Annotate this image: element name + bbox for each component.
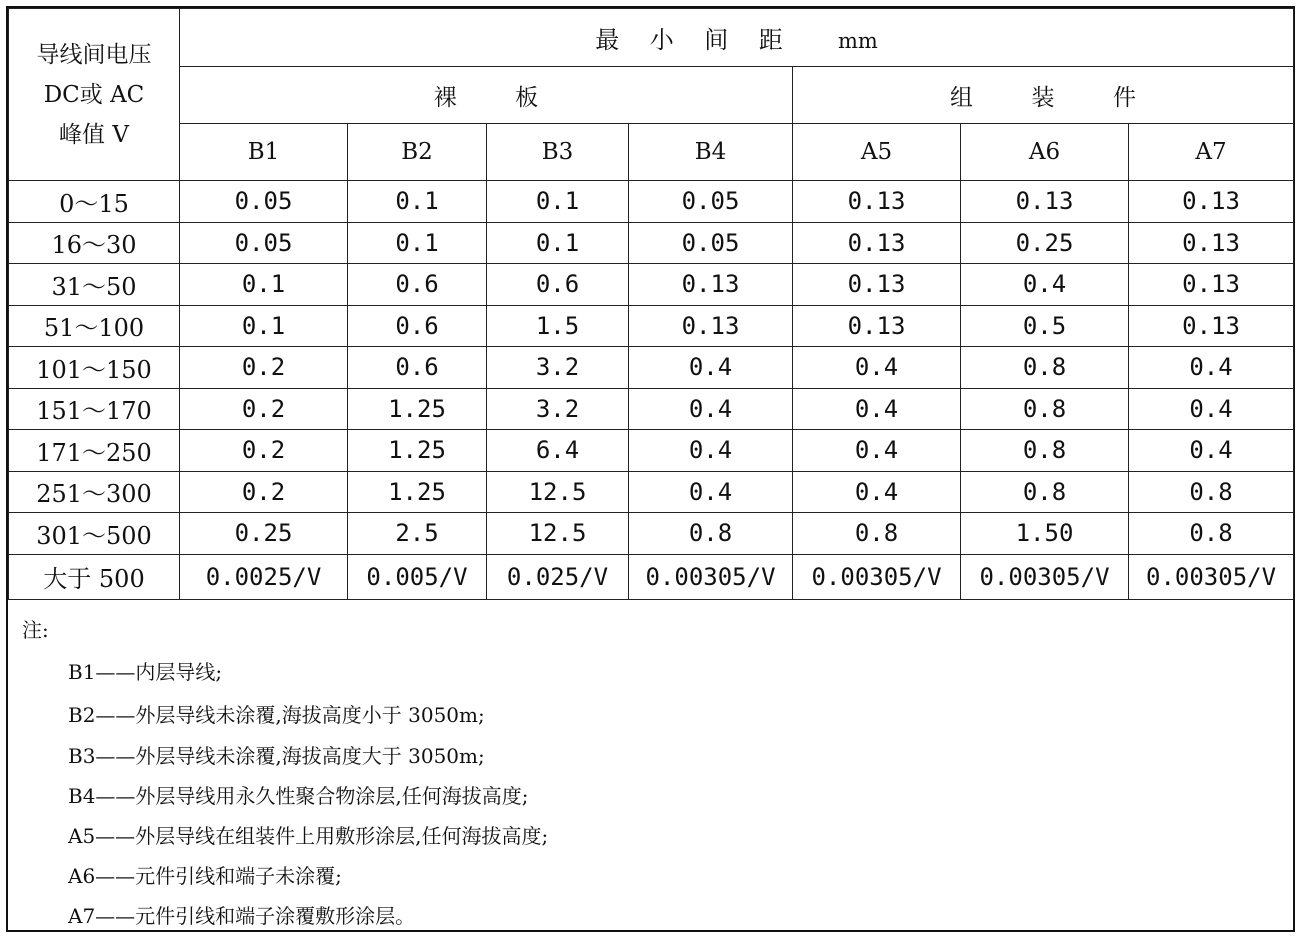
voltage-range-cell: 0～15: [9, 181, 180, 223]
code-a6: A6: [961, 124, 1129, 181]
spacing-value-cell: 0.00305/V: [1129, 554, 1294, 599]
spacing-value-cell: 0.4: [629, 471, 793, 513]
spacing-value-cell: 1.5: [487, 305, 629, 347]
code-a7: A7: [1129, 124, 1294, 181]
spacing-value-cell: 0.025/V: [487, 554, 629, 599]
spacing-value-cell: 0.8: [961, 347, 1129, 389]
spacing-value-cell: 0.6: [348, 264, 487, 306]
code-b2: B2: [348, 124, 487, 181]
unit-label: mm: [838, 29, 878, 53]
spacing-value-cell: 0.13: [629, 305, 793, 347]
spacing-value-cell: 0.6: [348, 305, 487, 347]
spacing-value-cell: 0.13: [793, 264, 961, 306]
spacing-value-cell: 3.2: [487, 347, 629, 389]
table-row: [9, 471, 1294, 513]
spacing-value-cell: 0.4: [1129, 347, 1294, 389]
table-row: [9, 305, 1294, 347]
spacing-value-cell: 0.6: [348, 347, 487, 389]
voltage-range-cell: 301～500: [9, 513, 180, 555]
table-row: [9, 388, 1294, 430]
spacing-value-cell: 0.4: [629, 388, 793, 430]
spacing-value-cell: 0.00305/V: [793, 554, 961, 599]
spacing-value-cell: 0.13: [1129, 305, 1294, 347]
spacing-value-cell: 0.2: [180, 430, 348, 472]
spacing-value-cell: 0.4: [1129, 388, 1294, 430]
spacing-value-cell: 0.4: [629, 347, 793, 389]
spacing-value-cell: 1.25: [348, 471, 487, 513]
voltage-range-cell: 171～250: [9, 430, 180, 472]
spacing-value-cell: 0.2: [180, 471, 348, 513]
voltage-range-cell: 大于 500: [9, 554, 180, 599]
spacing-value-cell: 0.13: [793, 305, 961, 347]
spacing-value-cell: 0.25: [180, 513, 348, 555]
voltage-range-cell: 51～100: [9, 305, 180, 347]
spacing-value-cell: 0.05: [629, 181, 793, 223]
spacing-value-cell: 0.05: [180, 181, 348, 223]
spacing-value-cell: 0.1: [487, 222, 629, 264]
code-a5: A5: [793, 124, 961, 181]
code-b3: B3: [487, 124, 629, 181]
spacing-value-cell: 0.005/V: [348, 554, 487, 599]
table-row: [9, 513, 1294, 555]
voltage-header-line-1: 导线间电压: [36, 41, 152, 68]
spacing-value-cell: 0.13: [961, 181, 1129, 223]
spacing-value-cell: 0.0025/V: [180, 554, 348, 599]
spacing-value-cell: 0.8: [961, 430, 1129, 472]
spacing-value-cell: 0.4: [793, 388, 961, 430]
spacing-value-cell: 0.13: [793, 181, 961, 223]
spacing-value-cell: 0.1: [348, 181, 487, 223]
note-item-b1: B1——内层导线;: [68, 660, 223, 684]
assembly-header: 组 装 件: [793, 67, 1294, 124]
spacing-value-cell: 0.8: [961, 388, 1129, 430]
min-spacing-header: [180, 9, 1294, 67]
voltage-range-cell: 16～30: [9, 222, 180, 264]
table-row: [9, 554, 1294, 599]
spacing-value-cell: 12.5: [487, 471, 629, 513]
spacing-value-cell: 0.2: [180, 347, 348, 389]
bare-board-header: 裸 板: [180, 67, 793, 124]
table-row: [9, 264, 1294, 306]
spacing-value-cell: 0.4: [1129, 430, 1294, 472]
voltage-range-cell: 151～170: [9, 388, 180, 430]
notes-label: 注:: [22, 618, 49, 642]
spacing-value-cell: 0.05: [180, 222, 348, 264]
spacing-value-cell: 1.25: [348, 388, 487, 430]
spacing-value-cell: 0.8: [629, 513, 793, 555]
voltage-range-cell: 31～50: [9, 264, 180, 306]
note-item-b4: B4——外层导线用永久性聚合物涂层,任何海拔高度;: [68, 784, 529, 808]
spacing-value-cell: 3.2: [487, 388, 629, 430]
spacing-value-cell: 0.00305/V: [961, 554, 1129, 599]
note-item-a7: A7——元件引线和端子涂覆敷形涂层。: [68, 904, 416, 928]
code-b1: B1: [180, 124, 348, 181]
table-row: [9, 347, 1294, 389]
spacing-value-cell: 0.13: [1129, 222, 1294, 264]
note-item-b2: B2——外层导线未涂覆,海拔高度小于 3050m;: [68, 703, 485, 727]
spacing-value-cell: 0.6: [487, 264, 629, 306]
min-spacing-title: 最 小 间 距: [595, 26, 783, 54]
spacing-value-cell: 0.25: [961, 222, 1129, 264]
spacing-value-cell: 0.8: [961, 471, 1129, 513]
spacing-value-cell: 0.1: [487, 181, 629, 223]
spacing-value-cell: 0.4: [961, 264, 1129, 306]
spacing-value-cell: 0.1: [348, 222, 487, 264]
spacing-value-cell: 0.1: [180, 264, 348, 306]
voltage-range-cell: 101～150: [9, 347, 180, 389]
spacing-value-cell: 2.5: [348, 513, 487, 555]
spacing-value-cell: 6.4: [487, 430, 629, 472]
table-row: [9, 181, 1294, 223]
table-row: [9, 430, 1294, 472]
spacing-value-cell: 0.2: [180, 388, 348, 430]
voltage-header: [9, 9, 180, 181]
spacing-value-cell: 12.5: [487, 513, 629, 555]
code-b4: B4: [629, 124, 793, 181]
spacing-value-cell: 0.13: [1129, 181, 1294, 223]
spacing-value-cell: 0.4: [793, 347, 961, 389]
note-item-a6: A6——元件引线和端子未涂覆;: [68, 864, 342, 888]
voltage-header-line-2: DC或 AC: [43, 81, 145, 108]
spacing-value-cell: 0.8: [793, 513, 961, 555]
spacing-value-cell: 0.00305/V: [629, 554, 793, 599]
spacing-value-cell: 0.4: [793, 430, 961, 472]
spacing-value-cell: 0.05: [629, 222, 793, 264]
spacing-value-cell: 0.13: [1129, 264, 1294, 306]
voltage-header-line-3: 峰值 V: [59, 121, 129, 148]
spacing-value-cell: 0.13: [793, 222, 961, 264]
document-sheet: [6, 6, 1295, 932]
spacing-value-cell: 0.4: [629, 430, 793, 472]
voltage-range-cell: 251～300: [9, 471, 180, 513]
spacing-table: [8, 8, 1294, 600]
spacing-value-cell: 0.8: [1129, 513, 1294, 555]
spacing-value-cell: 0.8: [1129, 471, 1294, 513]
spacing-value-cell: 0.5: [961, 305, 1129, 347]
spacing-value-cell: 1.50: [961, 513, 1129, 555]
spacing-value-cell: 0.13: [629, 264, 793, 306]
spacing-value-cell: 1.25: [348, 430, 487, 472]
note-item-a5: A5——外层导线在组装件上用敷形涂层,任何海拔高度;: [68, 824, 549, 848]
table-row: [9, 222, 1294, 264]
spacing-value-cell: 0.4: [793, 471, 961, 513]
note-item-b3: B3——外层导线未涂覆,海拔高度大于 3050m;: [68, 744, 485, 768]
spacing-value-cell: 0.1: [180, 305, 348, 347]
